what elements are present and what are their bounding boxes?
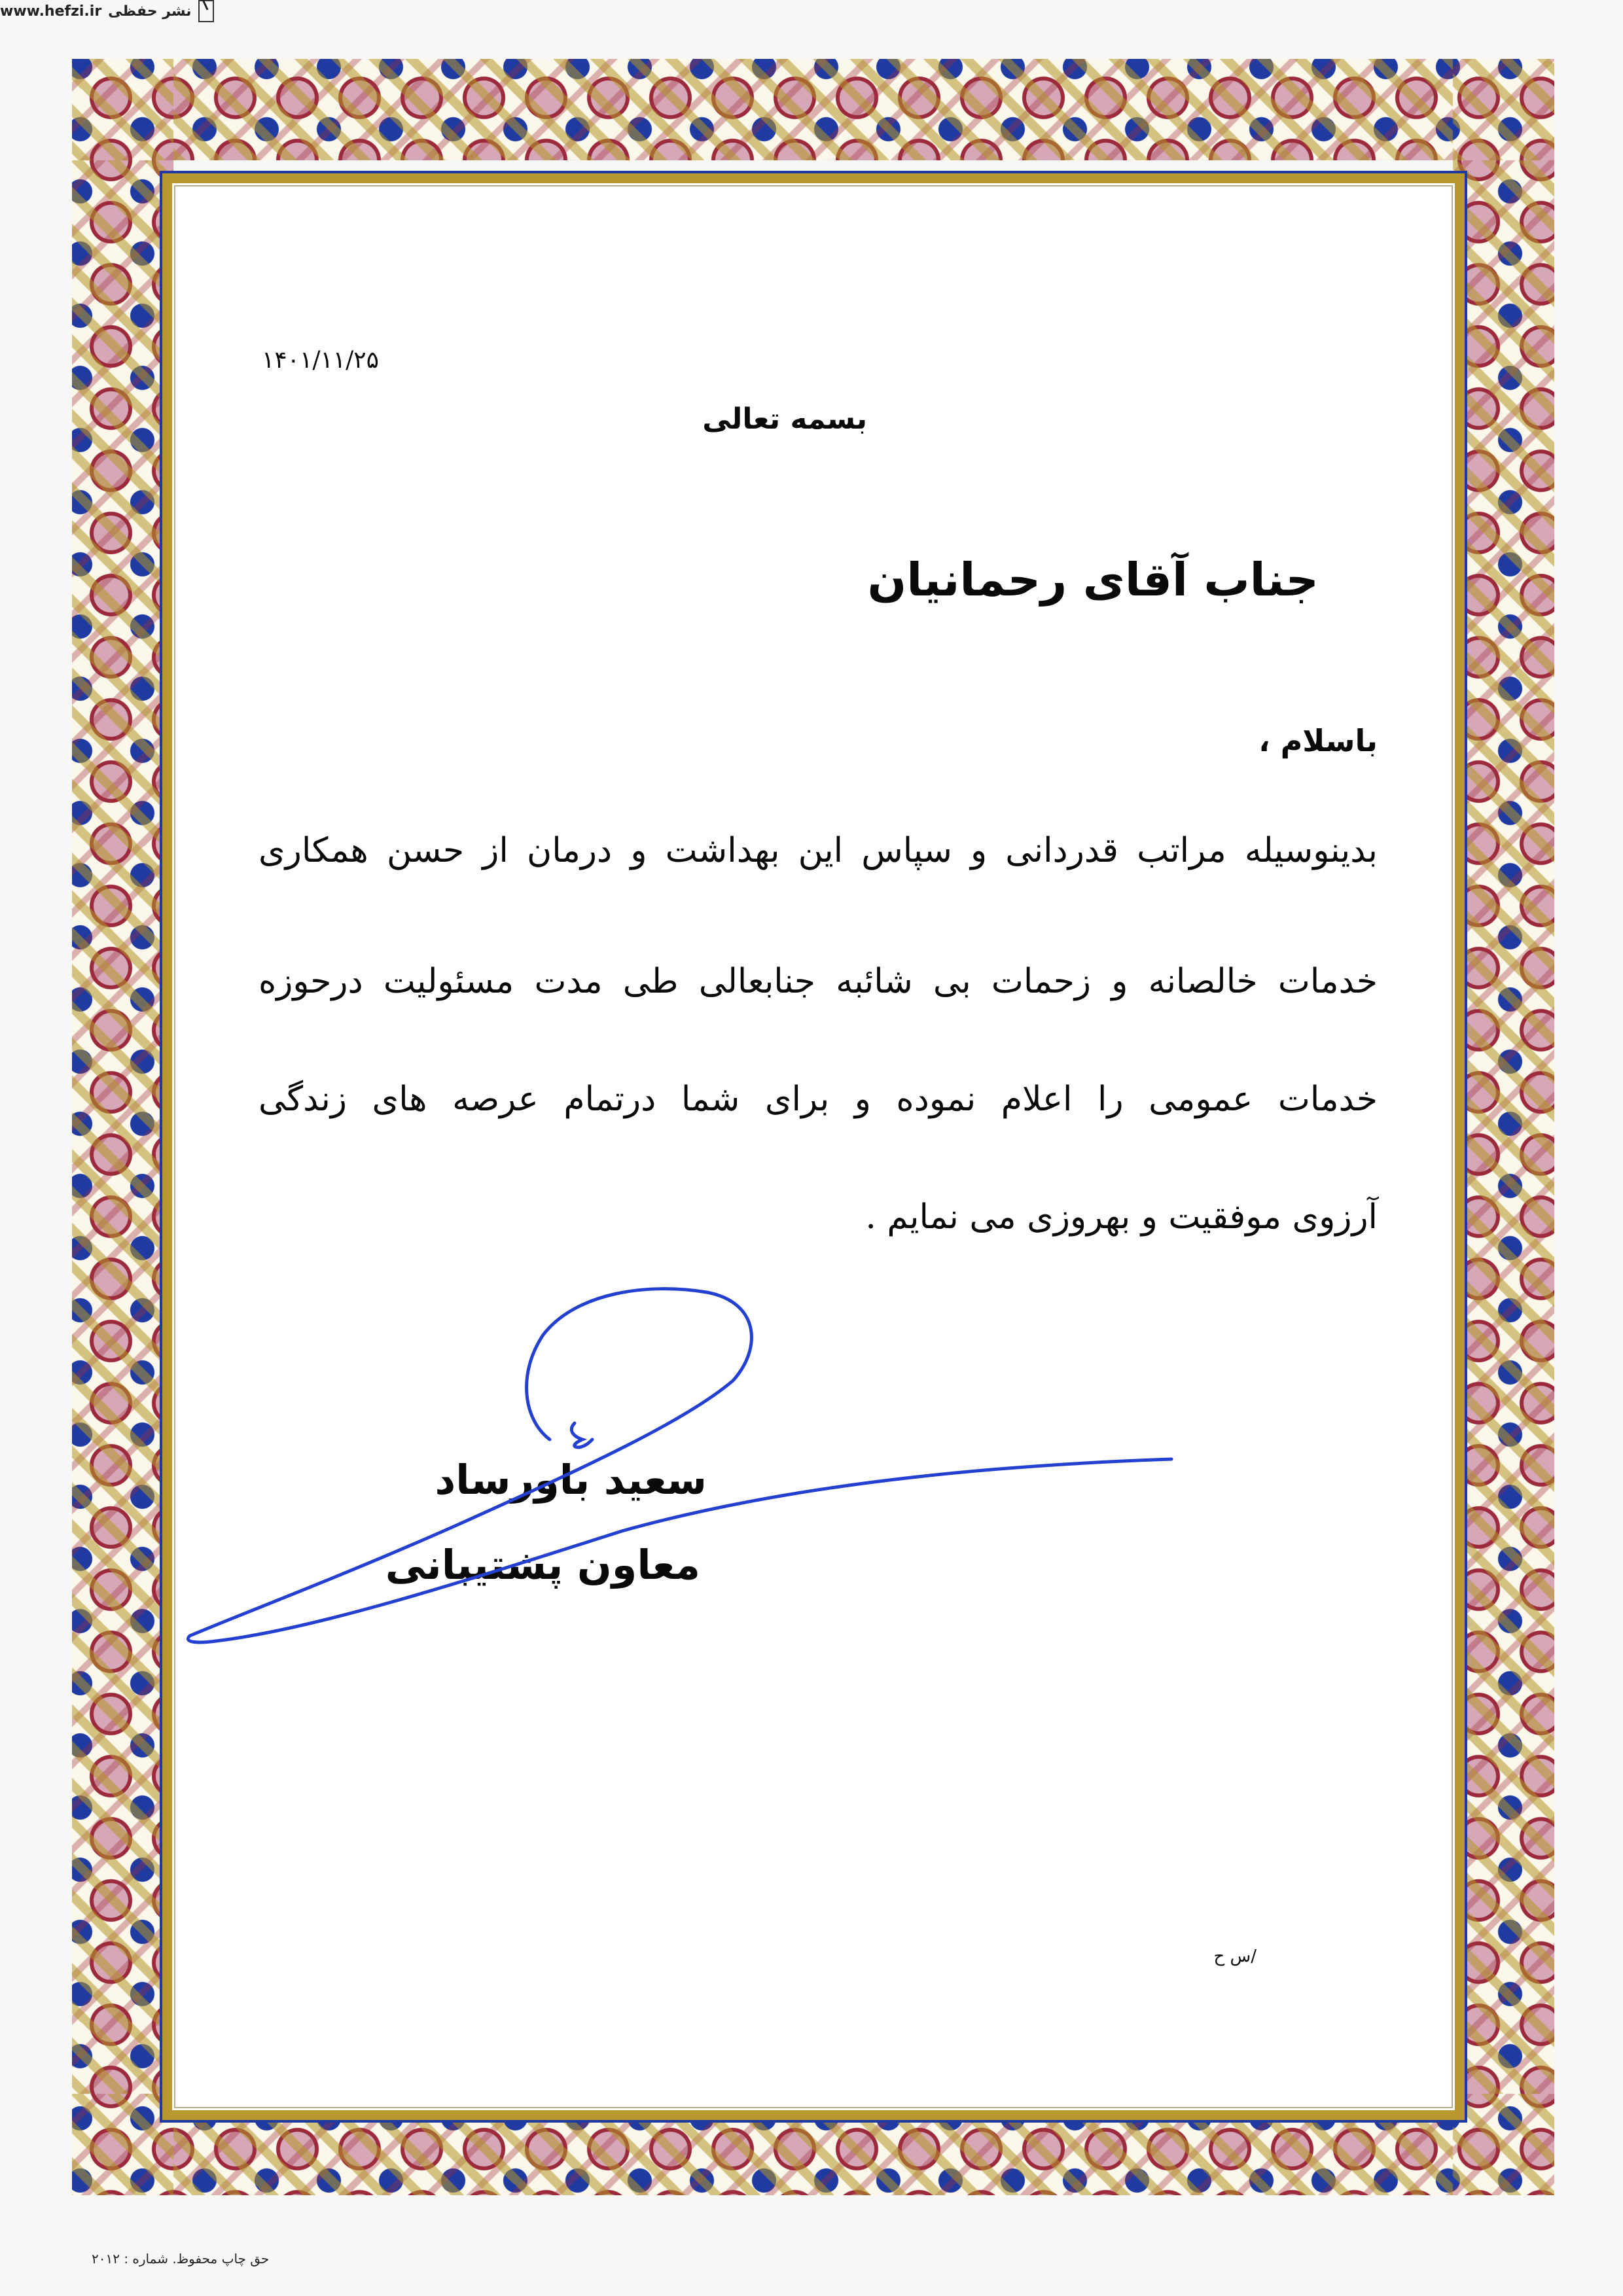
copyright-notice: حق چاپ محفوظ. شماره : ۲۰۱۲ <box>92 2251 270 2267</box>
reference-code: /س ح <box>1213 1947 1257 1966</box>
signer-title: معاون پشتیبانی <box>385 1541 700 1589</box>
recipient-name: جناب آقای رحمانیان <box>867 553 1319 607</box>
body-line: آرزوی موفقیت و بهروزی می نمایم . <box>865 1197 1378 1237</box>
signer-name: سعید باورساد <box>435 1456 707 1504</box>
invocation-heading: بسمه تعالی <box>702 402 867 436</box>
greeting: باسلام ، <box>1258 723 1378 758</box>
body-line: بدینوسیله مراتب قدردانی و سپاس این بهداشت و درمان از حسن همکاری <box>259 831 1378 870</box>
publisher-name: نشر حفظی <box>108 3 192 20</box>
letter-date: ۱۴۰۱/۱۱/۲۵ <box>262 347 379 374</box>
body-line: خدمات خالصانه و زحمات بی شائبه جنابعالی طی مدت مسئولیت درحوزه <box>259 962 1378 1001</box>
body-line: خدمات عمومی را اعلام نموده و برای شما درتمام عرصه های زندگی <box>259 1080 1378 1119</box>
publisher-info <box>0 0 1623 22</box>
publisher-website: www.hefzi.ir <box>0 3 102 20</box>
publisher-logo-icon <box>198 0 214 22</box>
inner-gold-frame <box>162 173 1465 2120</box>
